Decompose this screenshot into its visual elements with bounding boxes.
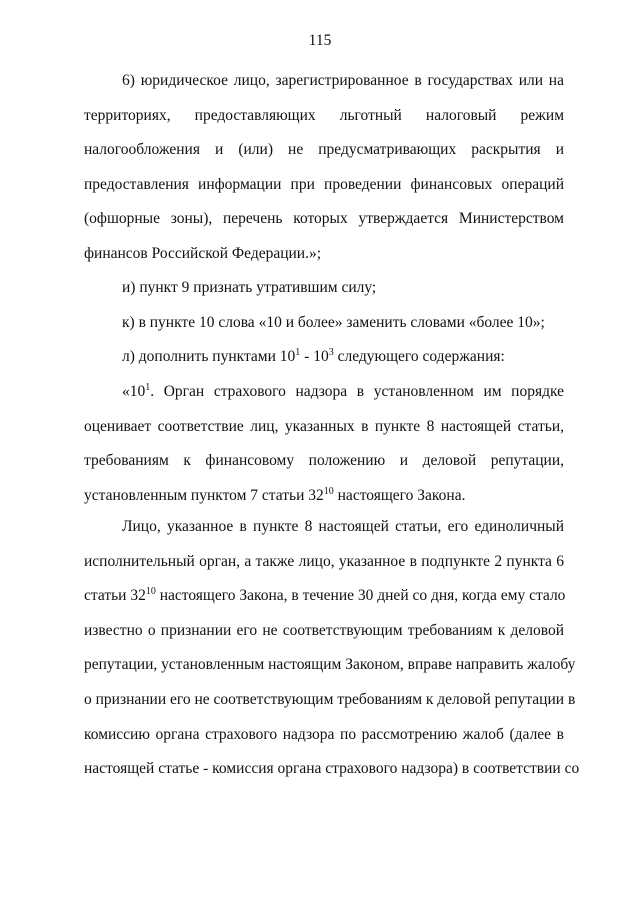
text-line: «$10^1$. Орган страхового надзора в установленном им порядке [122,382,564,400]
text-line: Лицо, указанное в пункте 8 настоящей статьи, его единоличный [122,518,564,535]
text-line: исполнительный орган, а также лицо, указанное в подпункте 2 пункта 6 [84,552,564,570]
amendment-items [84,271,564,375]
text-line: (офшорные зоны), перечень которых утверждается Министерством [84,210,564,228]
text-line: настоящей статье - комиссия органа страхового надзора) в соответствии со [84,760,580,778]
paragraph-6 [84,64,564,272]
text-line: предоставления информации при проведении финансовых операций [84,175,564,193]
text-line: статьи $32^{10}$ настоящего Закона, в течение 30 дней со дня, когда ему стало [84,586,566,605]
text-line: финансов Российской Федерации.»; [84,244,322,262]
text-line: налогообложения и (или) не предусматривающих раскрытия и [84,141,564,159]
text-line: оценивает соответствие лиц, указанных в пункте 8 настоящей статьи, [84,417,564,435]
text-line: о признании его не соответствующим требованиям к деловой репутации в [84,690,576,708]
text-line: комиссию органа страхового надзора по рассмотрению жалоб (далее в [84,725,564,743]
text-line: установленным пунктом 7 статьи $32^{10}$ настоящего Закона. [84,485,466,504]
paragraph-10-1 [84,375,564,513]
item-l: л) дополнить пунктами $10^1 - 10^3$ следующего содержания: [122,347,505,366]
item-k: к) в пункте 10 слова «10 и более» заменить словами «более 10»; [122,313,545,331]
paragraph-person [84,510,580,787]
text-line: требованиям к финансовому положению и деловой репутации, [84,452,564,470]
text-line: территориях, предоставляющих льготный налоговый режим [84,106,564,124]
item-i: и) пункт 9 признать утратившим силу; [122,279,377,296]
text-line: 6) юридическое лицо, зарегистрированное в государствах или на [122,72,564,89]
text-line: известно о признании его не соответствующим требованиям к деловой [84,621,564,639]
page-number: 115 [308,32,332,49]
text-line: репутации, установленным настоящим Законом, вправе направить жалобу [84,656,576,674]
